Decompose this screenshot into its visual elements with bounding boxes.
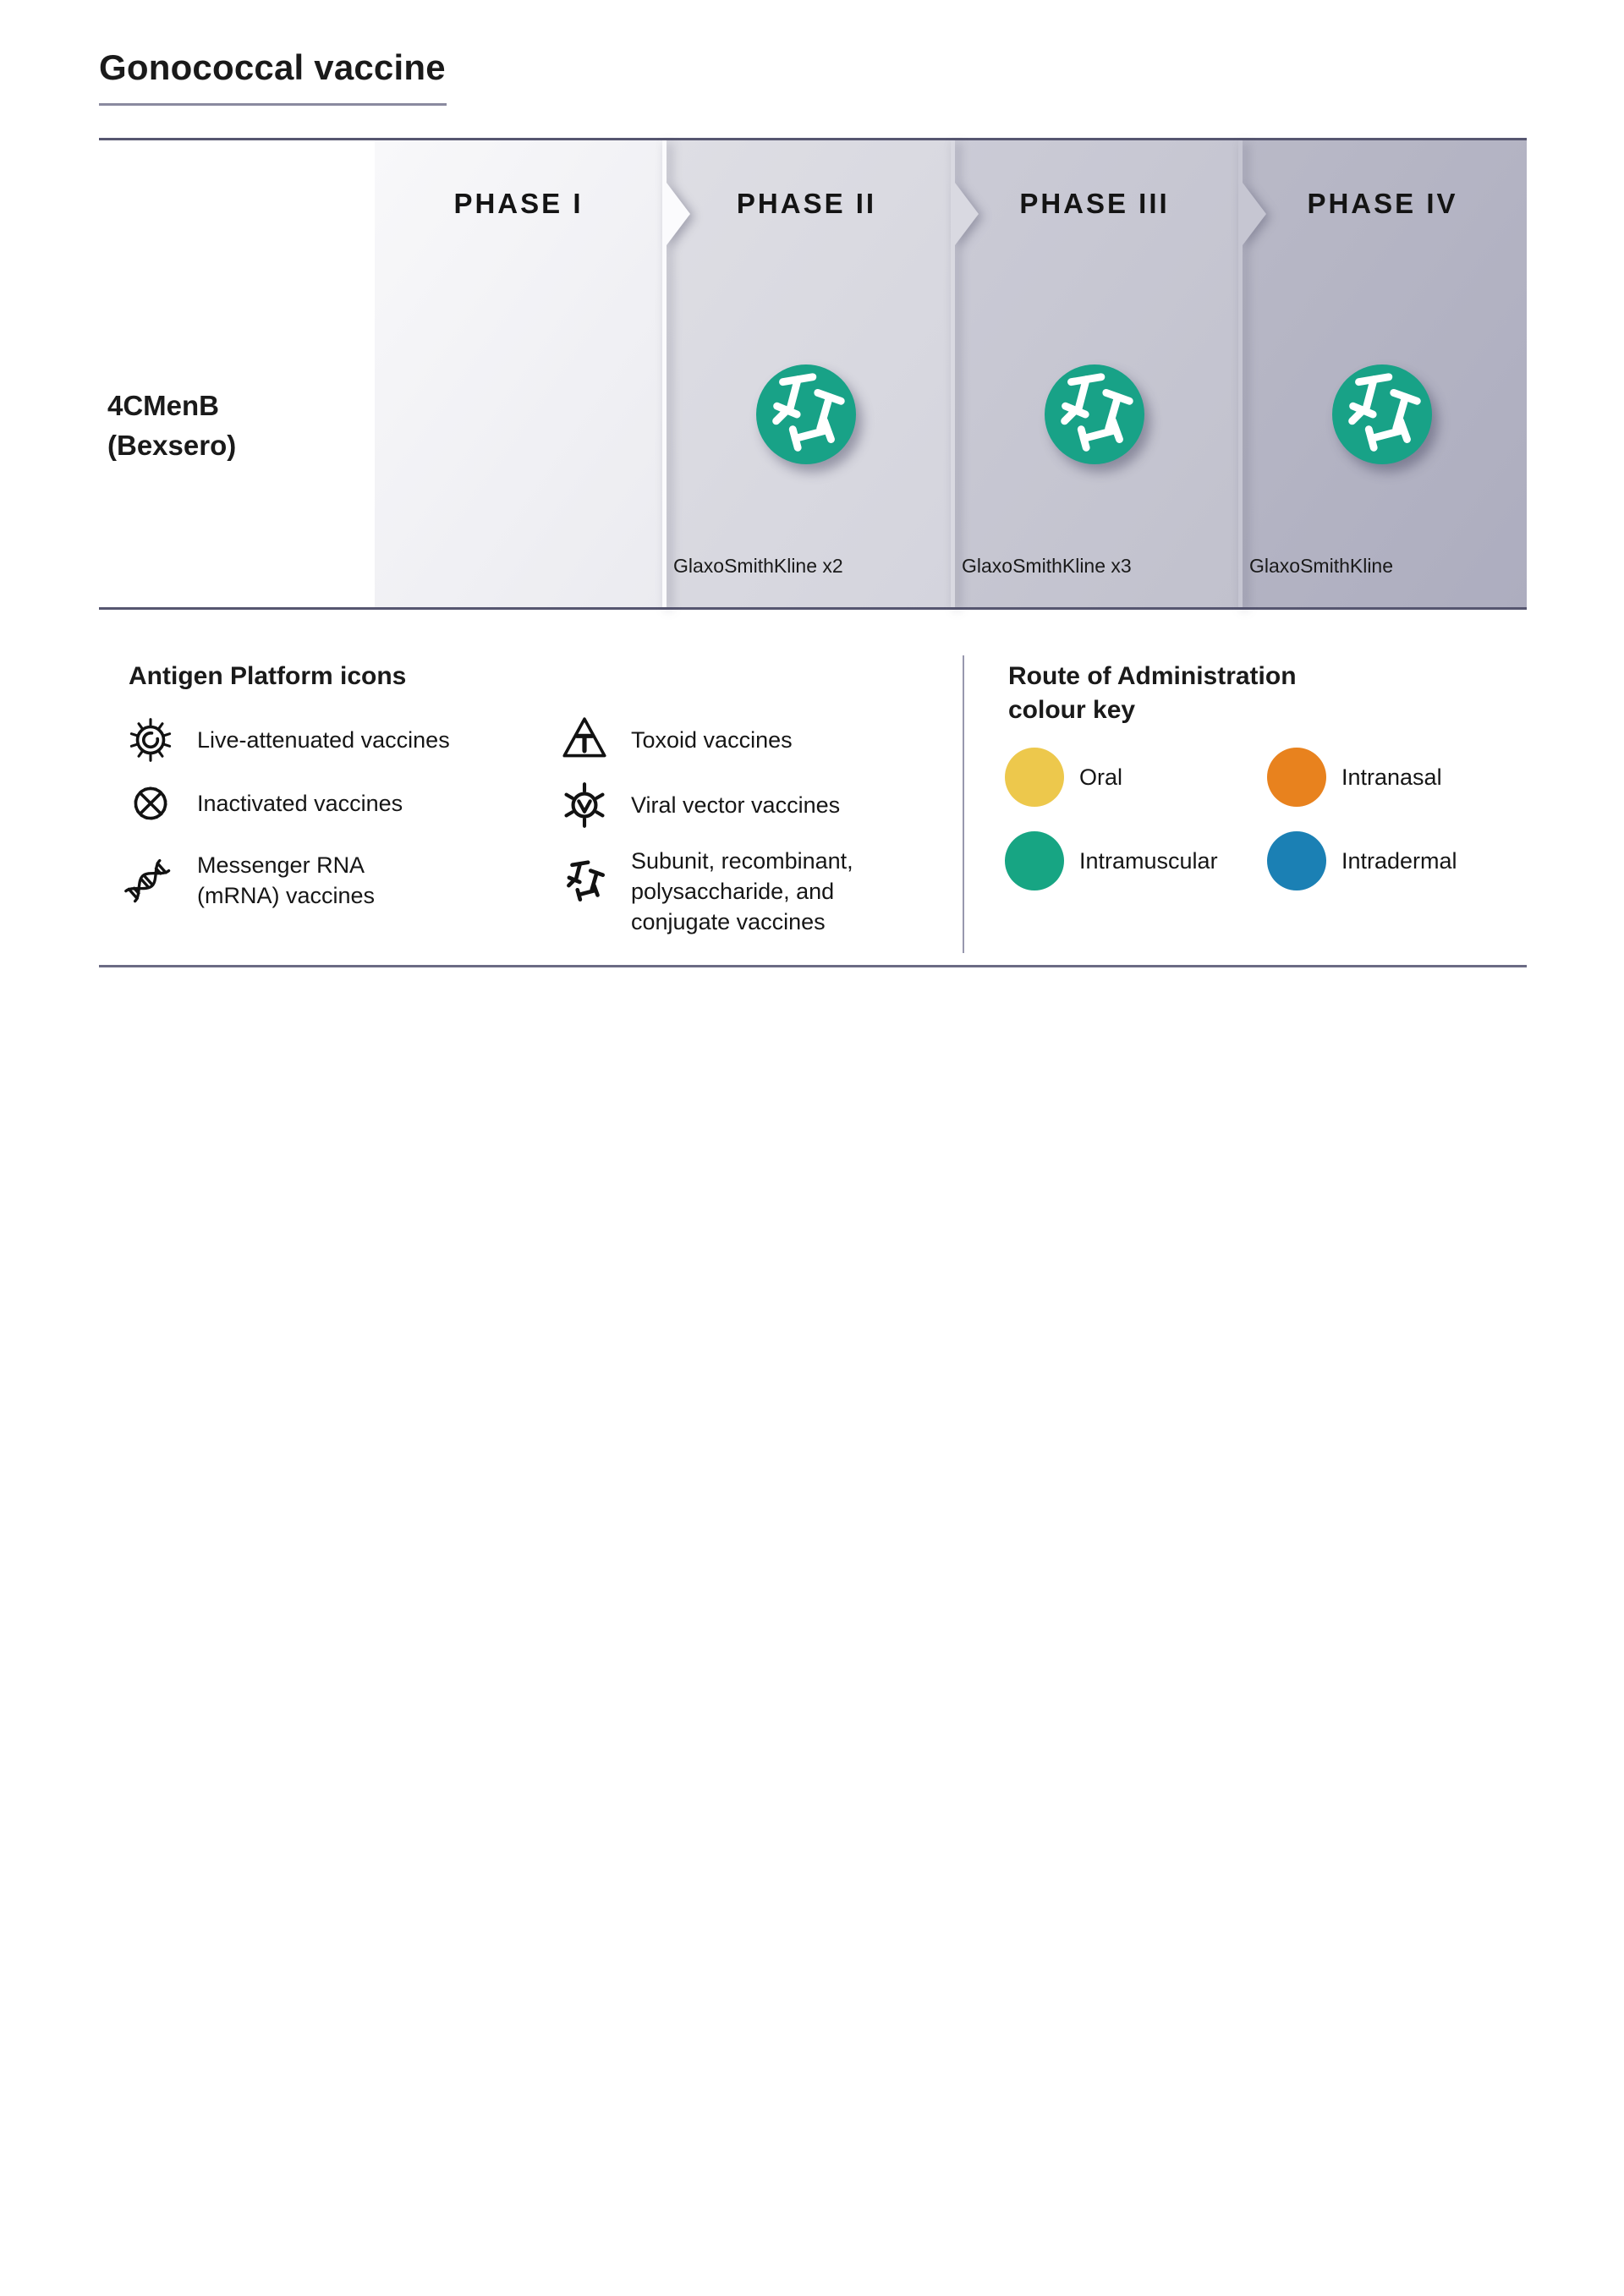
legend-label: Live-attenuated vaccines [197,727,450,753]
oral-color-dot [1005,748,1064,807]
legend-item-viral-vector [558,779,840,831]
figure-title: Gonococcal vaccine [99,47,446,87]
subunit-vaccine-intramuscular-icon [756,364,856,464]
title-underline [99,103,447,106]
route-label: Intradermal [1341,847,1457,874]
intradermal-color-dot [1267,831,1326,890]
legend-label: Viral vector vaccines [631,792,841,818]
legend-item-toxoid [558,714,793,766]
subunit-vaccine-intramuscular-icon [1045,364,1144,464]
legend-label: Messenger RNA (mRNA) vaccines [197,852,376,908]
inactivated-icon [124,777,177,830]
vaccine-name: 4CMenB [107,390,220,421]
mrna-icon [124,854,177,907]
route-item-intranasal [1267,748,1442,807]
antigen-legend-heading: Antigen Platform icons [129,662,407,690]
route-item-intramuscular [1005,831,1218,890]
phase-4-company-label: GlaxoSmithKline [1249,555,1394,577]
legend-label: Inactivated vaccines [197,791,403,816]
route-item-oral [1005,748,1122,807]
legend-item-subunit [558,846,861,937]
route-label: Intranasal [1341,764,1442,790]
phase-2-header: PHASE II [736,188,877,219]
subunit-vaccine-intramuscular-icon [1332,364,1432,464]
vaccine-row-label [107,386,236,465]
legend-item-inactivated [124,777,403,830]
viral-vector-icon [558,779,611,831]
route-legend-heading: Route of Administration colour key [1008,662,1297,724]
vaccine-brand-name: (Bexsero) [107,430,237,461]
phase-2-3-chevron-arrow [951,140,955,607]
legend-item-live-attenuated [124,714,450,766]
phase-3-company-label: GlaxoSmithKline x3 [962,555,1132,577]
legend-vertical-divider [963,655,964,953]
intramuscular-color-dot [1005,831,1064,890]
legend-item-mrna [124,851,451,910]
phase-3-header: PHASE III [1019,188,1170,219]
phase-1-header: PHASE I [453,188,584,219]
phase-2-company-label: GlaxoSmithKline x2 [673,555,843,577]
vaccine-pipeline-table [99,138,1527,610]
route-item-intradermal [1267,831,1457,890]
intranasal-color-dot [1267,748,1326,807]
phase-4-header: PHASE IV [1307,188,1458,219]
toxoid-icon [558,714,611,766]
route-label: Oral [1079,764,1123,790]
subunit-icon [558,856,611,908]
phase-1-2-chevron-arrow [662,140,667,607]
phase-1-column [375,140,662,607]
phase-3-4-chevron-arrow [1238,140,1243,607]
legend-label: Toxoid vaccines [631,727,793,753]
legend-label: Subunit, recombinant, polysaccharide, and conjugate vaccines [631,848,853,934]
figure-bottom-rule [99,965,1527,967]
live-attenuated-icon [124,714,177,766]
route-label: Intramuscular [1079,847,1218,874]
